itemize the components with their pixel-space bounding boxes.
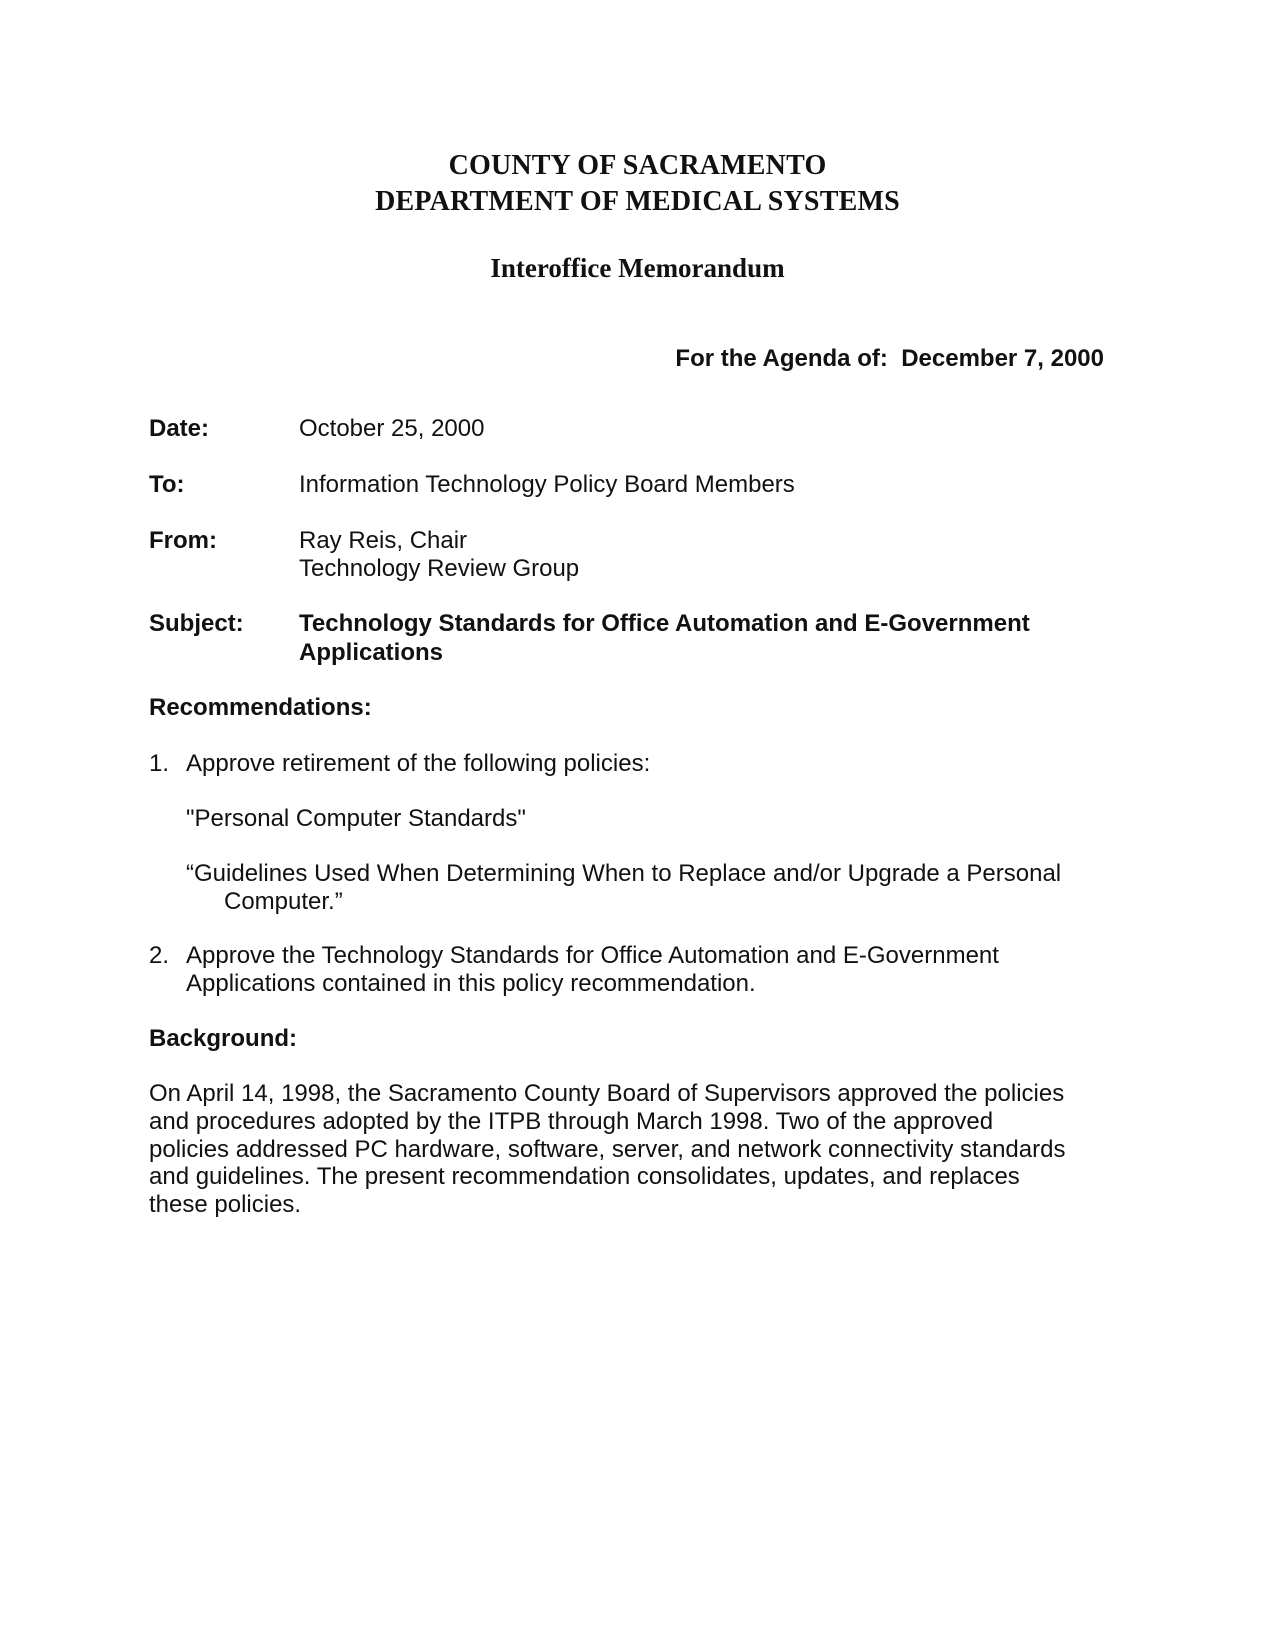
background-line: On April 14, 1998, the Sacramento County Board of Supervisors approved the policies xyxy=(149,1080,1065,1107)
to-value: Information Technology Policy Board Members xyxy=(299,471,795,498)
list-item-number: 1. xyxy=(149,750,170,777)
agenda-line xyxy=(675,343,1104,375)
list-item-text-continued: Applications contained in this policy recommendation. xyxy=(186,970,756,997)
from-group: Technology Review Group xyxy=(299,555,580,582)
subject-label: Subject: xyxy=(149,610,244,637)
subject-line-1: Technology Standards for Office Automation and E-Government xyxy=(299,610,1030,637)
subject-line-2: Applications xyxy=(299,639,444,666)
recommendations-heading: Recommendations: xyxy=(149,694,372,721)
background-line: and procedures adopted by the ITPB through March 1998. Two of the approved xyxy=(149,1108,994,1135)
retired-policy-1: "Personal Computer Standards" xyxy=(186,805,526,832)
agenda-date: December 7, 2000 xyxy=(901,345,1104,372)
background-line: policies addressed PC hardware, software, server, and network connectivity standards xyxy=(149,1136,1066,1163)
list-item-number: 2. xyxy=(149,942,170,969)
date-value: October 25, 2000 xyxy=(299,415,485,442)
background-line: these policies. xyxy=(149,1191,302,1218)
to-label: To: xyxy=(149,471,185,498)
list-item-text: Approve retirement of the following policies: xyxy=(186,750,651,777)
from-label: From: xyxy=(149,527,217,554)
organization-name: COUNTY OF SACRAMENTO xyxy=(448,150,827,181)
retired-policy-2: “Guidelines Used When Determining When to Replace and/or Upgrade a Personal xyxy=(186,860,1062,887)
memo-title: Interoffice Memorandum xyxy=(490,253,785,283)
background-line: and guidelines. The present recommendation consolidates, updates, and replaces xyxy=(149,1163,1020,1190)
list-item-text: Approve the Technology Standards for Office Automation and E-Government xyxy=(186,942,999,969)
department-name: DEPARTMENT OF MEDICAL SYSTEMS xyxy=(375,186,900,217)
agenda-label: For the Agenda of: xyxy=(675,345,888,372)
retired-policy-2-continued: Computer.” xyxy=(224,888,343,915)
background-heading: Background: xyxy=(149,1025,298,1052)
from-name: Ray Reis, Chair xyxy=(299,527,468,554)
date-label: Date: xyxy=(149,415,210,442)
